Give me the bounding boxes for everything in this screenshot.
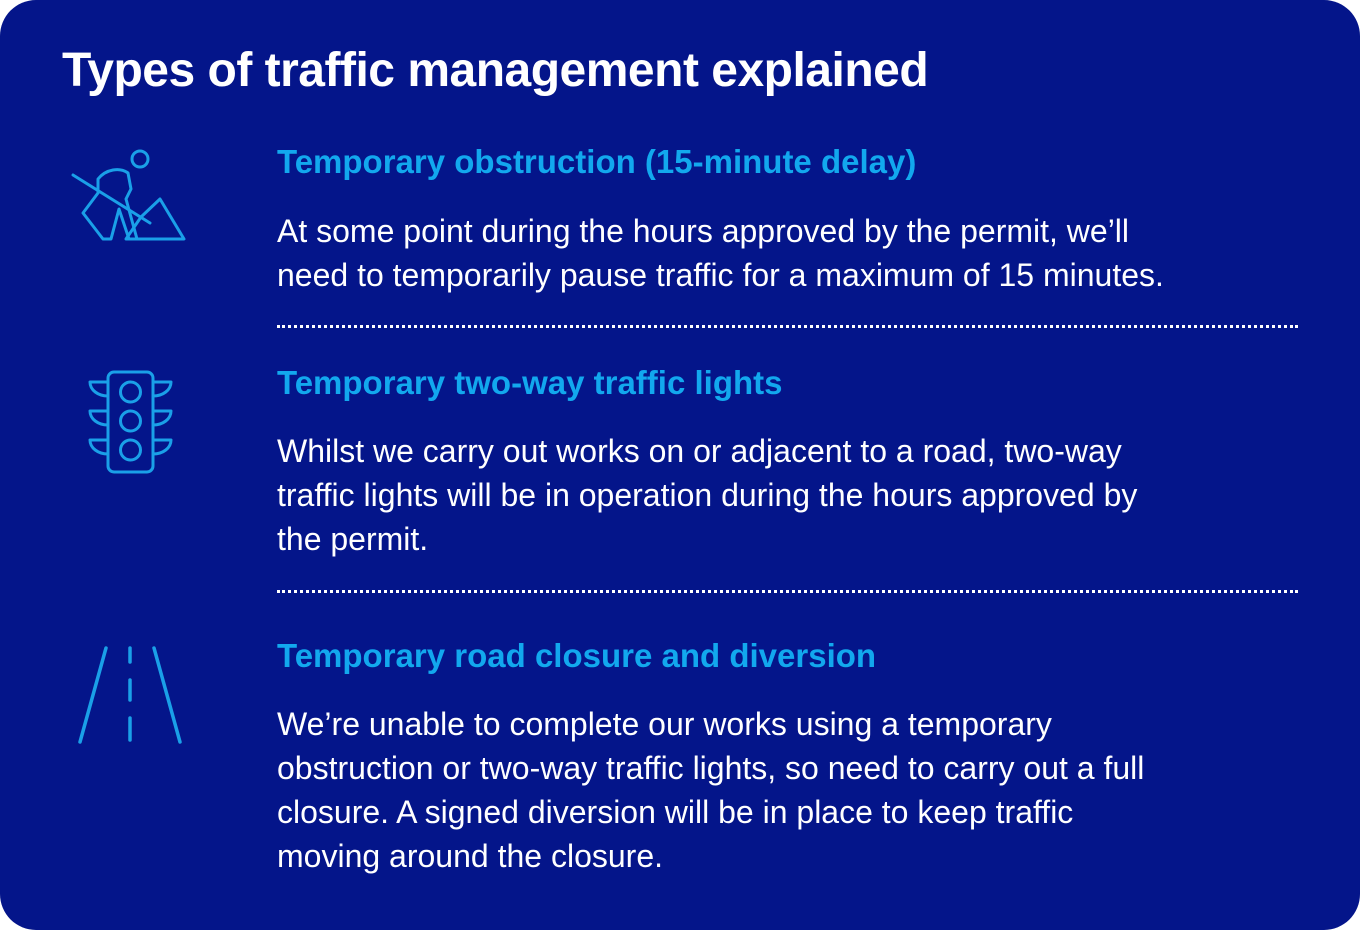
section-heading: Temporary two-way traffic lights <box>277 364 783 401</box>
section-body <box>277 702 1297 878</box>
body-line: We’re unable to complete our works using a temporary <box>277 706 1052 742</box>
body-line: Whilst we carry out works on or adjacent to a road, two-way <box>277 433 1122 469</box>
body-line: obstruction or two-way traffic lights, so need to carry out a full <box>277 750 1145 786</box>
road-icon <box>76 644 186 748</box>
body-line: At some point during the hours approved by the permit, we’ll <box>277 213 1130 249</box>
roadworker-icon <box>70 145 190 245</box>
section-heading: Temporary road closure and diversion <box>277 637 877 674</box>
body-line: moving around the closure. <box>277 838 663 874</box>
dotted-divider <box>277 325 1298 328</box>
body-line: closure. A signed diversion will be in place to keep traffic <box>277 794 1074 830</box>
body-line: need to temporarily pause traffic for a maximum of 15 minutes. <box>277 257 1164 293</box>
section-heading: Temporary obstruction (15-minute delay) <box>277 143 917 180</box>
body-line: the permit. <box>277 521 429 557</box>
section-body <box>277 429 1297 561</box>
traffic-light-icon <box>84 368 176 476</box>
page-title: Types of traffic management explained <box>62 44 929 97</box>
dotted-divider <box>277 590 1298 593</box>
section-body <box>277 209 1297 297</box>
body-line: traffic lights will be in operation during the hours approved by <box>277 477 1138 513</box>
